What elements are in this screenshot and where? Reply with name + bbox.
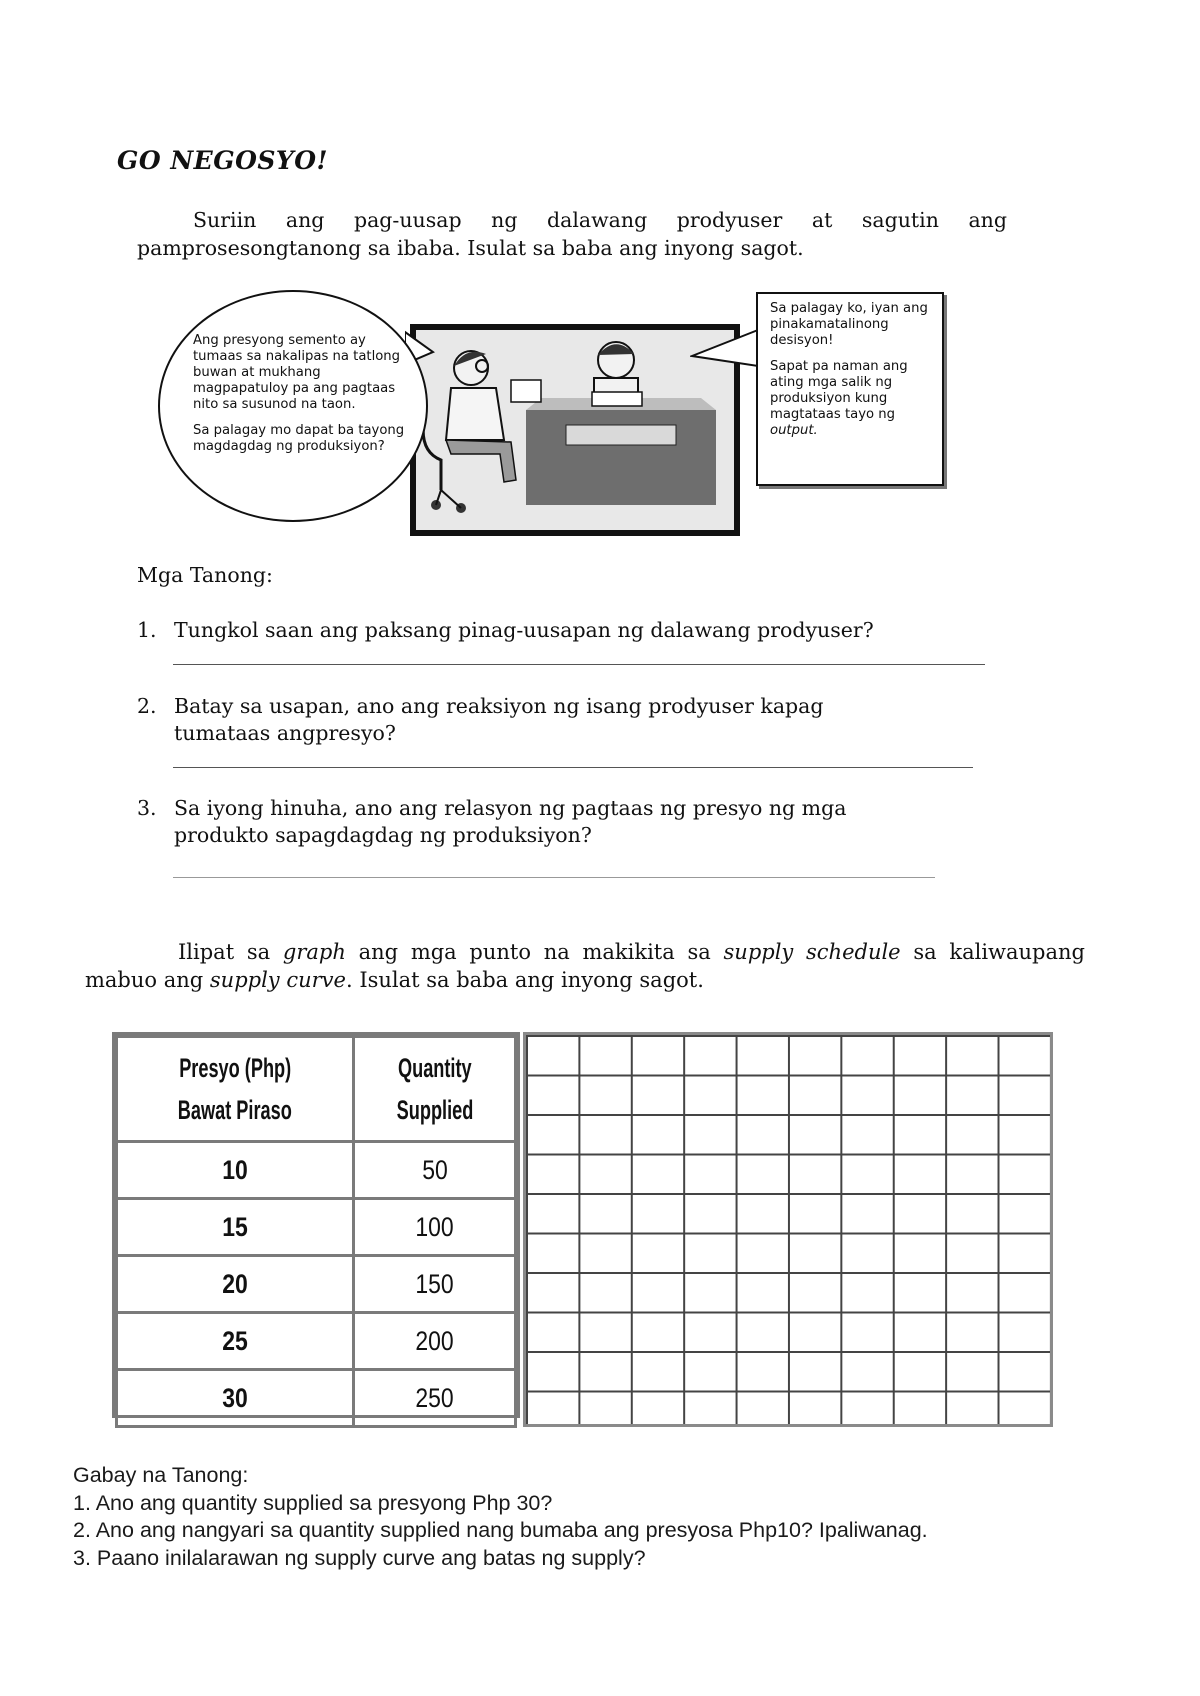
instruction-emphasis: graph — [282, 940, 346, 964]
price-cell: 25 — [117, 1313, 354, 1370]
instruction-text: . Isulat sa baba ang inyong sagot. — [345, 968, 704, 992]
question-item — [137, 617, 1037, 647]
question-text: Sa iyong hinuha, ano ang relasyon ng pagtaas ng presyo ng mga — [174, 796, 847, 820]
intro-paragraph: Suriin ang pag-uusap ng dalawang prodyuser at sagutin ang pamprosesongtanong sa ibaba. Isulat sa baba ang inyong sagot. — [137, 208, 1007, 260]
quantity-cell: 200 — [354, 1313, 516, 1370]
column-header-quantity: Quantity Supplied — [354, 1037, 516, 1142]
answer-line-2[interactable] — [173, 767, 973, 768]
quantity-cell: 50 — [354, 1142, 516, 1199]
question-text: Batay sa usapan, ano ang reaksiyon ng isang prodyuser kapag — [174, 694, 824, 718]
price-cell: 30 — [117, 1370, 354, 1427]
column-header-price: Presyo (Php) Bawat Piraso — [117, 1037, 354, 1142]
instruction-emphasis: supply schedule — [723, 940, 901, 964]
supply-schedule-table — [112, 1032, 520, 1418]
blank-graph-grid[interactable] — [523, 1032, 1053, 1427]
question-item — [137, 693, 1037, 749]
questions-label: Mga Tanong: — [137, 563, 273, 587]
table-row — [117, 1370, 516, 1427]
quantity-cell: 100 — [354, 1199, 516, 1256]
graph-instruction — [85, 938, 1085, 994]
question-text: tumataas angpresyo? — [174, 721, 396, 745]
price-cell: 20 — [117, 1256, 354, 1313]
table-row — [117, 1313, 516, 1370]
instruction-text: ang mga punto na makikita sa — [358, 940, 711, 964]
question-item — [137, 795, 1037, 851]
table-row — [117, 1256, 516, 1313]
question-number: 1. — [137, 618, 157, 642]
question-number: 3. — [137, 796, 157, 820]
page-title: GO NEGOSYO! — [117, 146, 329, 175]
bubble-left-line: Sa palagay mo dapat ba tayong magdagdag ng produksiyon? — [193, 423, 405, 454]
price-cell: 10 — [117, 1142, 354, 1199]
bubble-right-line: output. — [770, 423, 818, 438]
speech-bubble-right-text — [770, 301, 940, 449]
bubble-right-line: Sa palagay ko, iyan ang pinakamatalinong desisyon! — [770, 301, 928, 348]
question-number: 2. — [137, 694, 157, 718]
bubble-right-line: Sapat pa naman ang ating mga salik ng produksiyon kung magtataas tayo ng — [770, 359, 908, 422]
guide-item: 1. Ano ang quantity supplied sa presyong Php 30? — [73, 1490, 553, 1515]
guide-item: 2. Ano ang nangyari sa quantity supplied nang bumaba ang presyosa Php10? Ipaliwanag. — [73, 1518, 928, 1542]
guide-questions — [73, 1462, 928, 1572]
guide-label: Gabay na Tanong: — [73, 1463, 249, 1487]
quantity-cell: 250 — [354, 1370, 516, 1427]
instruction-emphasis: supply curve — [209, 968, 346, 992]
producers-illustration — [416, 330, 734, 530]
question-text: produkto sapagdagdag ng produksiyon? — [174, 823, 592, 847]
bubble-left-line: Ang presyong semento ay tumaas sa nakalipas na tatlong buwan at mukhang magpapatuloy pa ang pagtaas nito sa susunod na taon. — [193, 333, 401, 412]
guide-item: 3. Paano inilalarawan ng supply curve ang batas ng supply? — [73, 1545, 646, 1570]
answer-line-1[interactable] — [173, 664, 985, 665]
answer-line-3[interactable] — [173, 877, 935, 878]
table-row — [117, 1199, 516, 1256]
instruction-text: sa kaliwaupang mabuo ang — [85, 940, 1085, 992]
bubble-tail-right — [690, 326, 760, 386]
instruction-text: Ilipat sa — [178, 940, 271, 964]
table-row — [117, 1142, 516, 1199]
table-header-row — [117, 1037, 516, 1142]
question-text: Tungkol saan ang paksang pinag-uusapan ng dalawang prodyuser? — [174, 618, 874, 642]
quantity-cell: 150 — [354, 1256, 516, 1313]
speech-bubble-left-text — [193, 333, 415, 465]
price-cell: 15 — [117, 1199, 354, 1256]
